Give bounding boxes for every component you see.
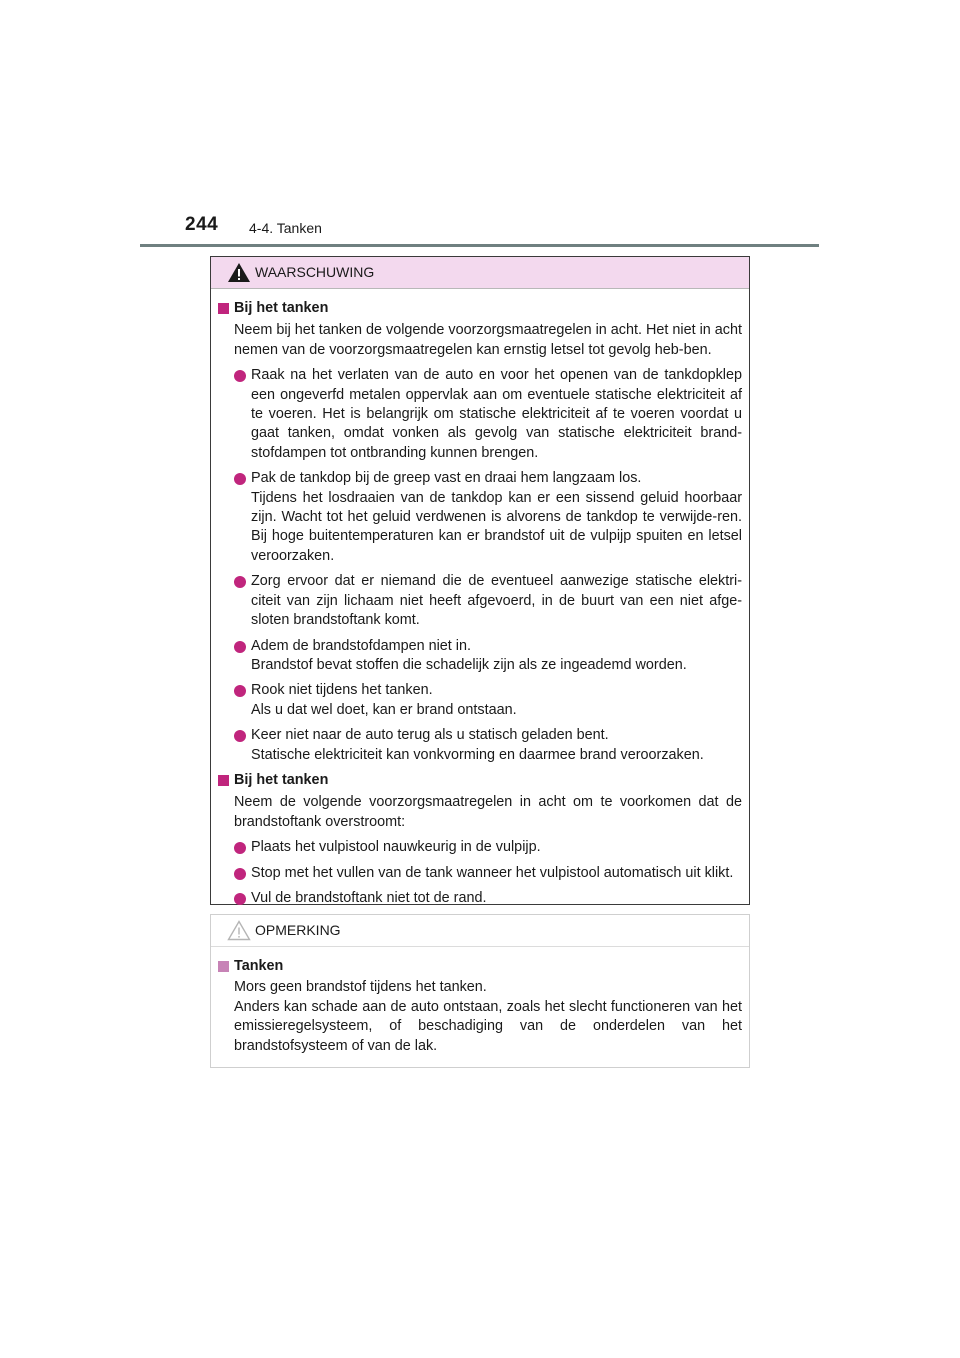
round-bullet-icon [234,730,246,742]
list-item [218,726,742,765]
round-bullet-icon [234,641,246,653]
warning-triangle-icon [227,262,251,283]
notice-heading: Tanken [218,957,742,976]
square-bullet-icon [218,775,229,786]
round-bullet-icon [234,370,246,382]
list-item [218,838,742,857]
list-item-text: Raak na het verlaten van de auto en voor het openen van de tankdopklep een ongeverfd metalen oppervlak aan om eventuele statische elektriciteit af te voeren. Het is belangrijk om statische elektriciteit af te voeren voordat u gaat tanken, omdat vonken als gevolg van statische elektriciteit brand-stofdampen tot ontbranding kunnen brengen. [251,367,742,461]
list-item-text: Adem de brandstofdampen niet in. [251,637,471,654]
round-bullet-icon [234,473,246,485]
warning-box [210,256,750,905]
round-bullet-icon [234,685,246,697]
list-item [218,681,742,720]
page-number: 244 [185,214,219,235]
list-item-text: Zorg ervoor dat er niemand die de eventueel aanwezige statische elektri-citeit van zijn lichaam niet heeft afgevoerd, in de buurt van een niet afge-sloten brandstoftank komt. [251,573,742,629]
notice-line: Anders kan schade aan de auto ontstaan, zoals het slecht functioneren van het emissieregelsysteem, of beschadiging van de onderdelen van het brandstofsysteem of van de lak. [234,998,742,1054]
list-item-extra: Brandstof bevat stoffen die schadelijk zijn als ze ingeademd worden. [251,656,687,673]
warning-section-intro: Neem de volgende voorzorgsmaatregelen in acht om te voorkomen dat de brandstoftank overstroomt: [234,794,742,830]
notice-line: Mors geen brandstof tijdens het tanken. [234,979,487,996]
notice-label: OPMERKING [255,922,341,938]
notice-text [218,978,742,1056]
round-bullet-icon [234,893,246,905]
square-bullet-icon [218,303,229,314]
list-item [218,889,742,908]
caution-triangle-outline-icon [227,920,251,941]
header-rule [140,244,819,247]
warning-section-heading: Bij het tanken [218,771,742,790]
warning-header [211,257,749,289]
list-item [218,864,742,883]
list-item [218,572,742,630]
notice-header [211,915,749,947]
section-title: 4-4. Tanken [249,220,322,236]
round-bullet-icon [234,576,246,588]
list-item-extra: Statische elektriciteit kan vonkvorming en daarmee brand veroorzaken. [251,746,704,763]
warning-label: WAARSCHUWING [255,264,375,280]
list-item-text: Vul de brandstoftank niet tot de rand. [251,889,487,906]
square-bullet-icon [218,961,229,972]
list-item [218,637,742,676]
round-bullet-icon [234,868,246,880]
notice-body [211,947,749,1056]
list-item [218,366,742,463]
list-item-extra: Als u dat wel doet, kan er brand ontstaan. [251,701,517,718]
list-item [218,469,742,566]
list-item-text: Rook niet tijdens het tanken. [251,682,433,699]
list-item-text: Stop met het vullen van de tank wanneer het vulpistool automatisch uit klikt. [251,864,734,881]
list-item-text: Keer niet naar de auto terug als u statisch geladen bent. [251,727,609,744]
warning-body [211,289,749,908]
round-bullet-icon [234,842,246,854]
list-item-text: Pak de tankdop bij de greep vast en draai hem langzaam los. [251,470,642,487]
list-item-text: Plaats het vulpistool nauwkeurig in de vulpijp. [251,839,541,856]
warning-section-intro: Neem bij het tanken de volgende voorzorgsmaatregelen in acht. Het niet in acht nemen van de voorzorgsmaatregelen kan ernstig letsel tot gevolg heb-ben. [234,322,742,358]
notice-box [210,914,750,1068]
list-item-extra: Tijdens het losdraaien van de tankdop kan er een sissend geluid hoorbaar zijn. Wacht tot het geluid verdwenen is alvorens de tankdop te verwijde-ren. Bij hoge buitentemperaturen kan er brandstof uit de vulpijp spuiten en letsel veroorzaken. [251,489,742,564]
warning-section-heading: Bij het tanken [218,299,742,318]
